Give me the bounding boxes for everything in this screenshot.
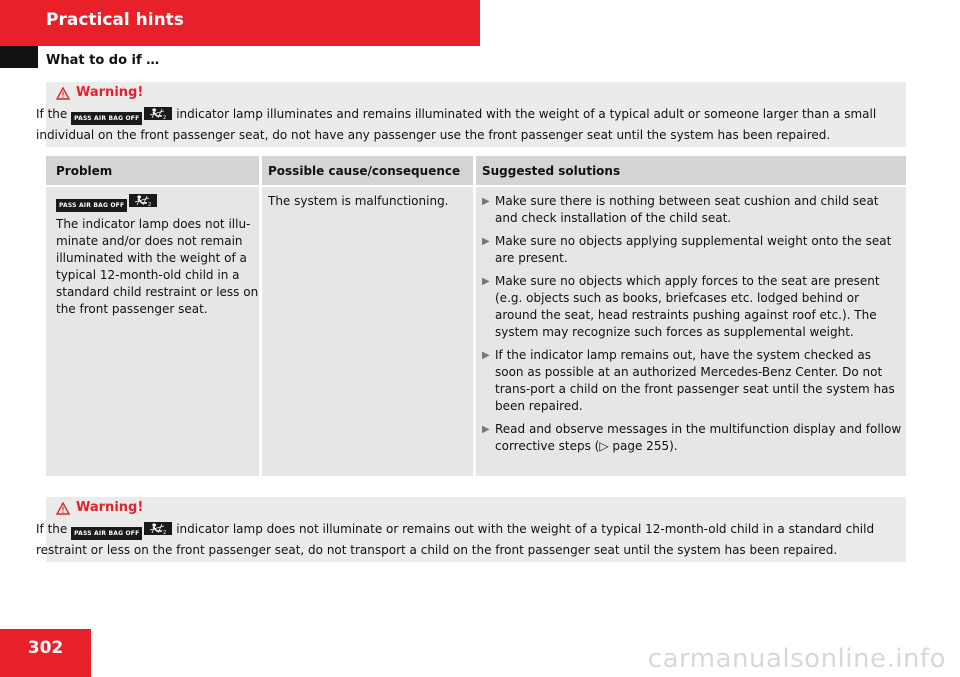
section-marker <box>0 46 38 68</box>
warning-box-adult <box>36 82 906 147</box>
list-item: ▶ Make sure no objects applying supplemental weight onto the seat are present. <box>482 234 892 265</box>
solutions-cell <box>482 193 902 461</box>
warning-triangle-icon <box>56 502 70 515</box>
section-title: Practical hints <box>46 10 184 30</box>
pass-air-bag-off-icon: PASS AIR BAG OFF <box>71 527 142 540</box>
warning-heading: Warning! <box>46 497 906 519</box>
pass-air-bag-off-icon: PASS AIR BAG OFF <box>56 199 127 212</box>
list-item: ▶ Read and observe messages in the multifunction display and follow corrective steps (▷ page 255). <box>482 422 902 453</box>
arrow-bullet-icon: ▶ <box>482 236 490 247</box>
child-seat-occupancy-icon <box>144 522 172 535</box>
child-seat-occupancy-icon <box>129 194 157 207</box>
arrow-bullet-icon: ▶ <box>482 276 490 287</box>
svg-text:2: 2 <box>163 530 167 535</box>
child-seat-occupancy-icon <box>144 107 172 120</box>
problem-text: The indicator lamp does not illu-minate and/or does not remain illuminated with the weight of a typical 12-month-old child in a standard child restraint or less on the front passenger seat. <box>56 217 259 316</box>
cause-cell: The system is malfunctioning. <box>268 194 449 208</box>
arrow-bullet-icon: ▶ <box>482 424 490 435</box>
svg-text:2: 2 <box>163 115 167 120</box>
header-problem: Problem <box>56 164 113 178</box>
warning-text: If the PASS AIR BAG OFF 2 indicator lamp illuminates and remains illuminated with the weight of a typical adult or someone larger than a small individual on the front passenger seat, do not have any passenger use the front passenger seat until the system has been repaired. <box>36 107 877 142</box>
header-divider <box>46 185 906 187</box>
arrow-bullet-icon: ▶ <box>482 350 490 361</box>
pass-air-bag-off-icon: PASS AIR BAG OFF <box>71 112 142 125</box>
list-item: ▶ Make sure there is nothing between seat cushion and child seat and check installation of the child seat. <box>482 194 879 225</box>
watermark: carmanualsonline.info <box>647 644 946 674</box>
arrow-bullet-icon: ▶ <box>482 196 490 207</box>
list-item: ▶ Make sure no objects which apply forces to the seat are present (e.g. objects such as books, briefcases etc. lodged behind or around the seat, head restraints pushing against roof etc.). The system may recognize such forces as supplemental weight. <box>482 274 880 339</box>
warning-heading: Warning! <box>46 82 906 104</box>
svg-text:2: 2 <box>148 202 152 207</box>
page-number: 302 <box>27 638 64 658</box>
subsection-title: What to do if … <box>46 53 160 68</box>
column-divider <box>473 156 476 476</box>
header-cause: Possible cause/consequence <box>268 164 461 178</box>
troubleshooting-table <box>46 156 906 476</box>
table-header-row <box>46 156 906 185</box>
problem-cell <box>56 193 261 318</box>
header-solutions: Suggested solutions <box>482 164 621 178</box>
warning-box-child <box>36 497 906 562</box>
list-item: ▶ If the indicator lamp remains out, have the system checked as soon as possible at an authorized Mercedes-Benz Center. Do not trans-port a child on the front passenger seat until the system has been repaired. <box>482 348 895 413</box>
warning-triangle-icon <box>56 87 70 100</box>
page-number-tab <box>0 629 91 677</box>
warning-text: If the PASS AIR BAG OFF 2 indicator lamp does not illuminate or remains out with the weight of a typical 12-month-old child in a standard child restraint or less on the front passenger seat, do not transport a child on the front passenger seat until the system has been repaired. <box>36 522 875 557</box>
